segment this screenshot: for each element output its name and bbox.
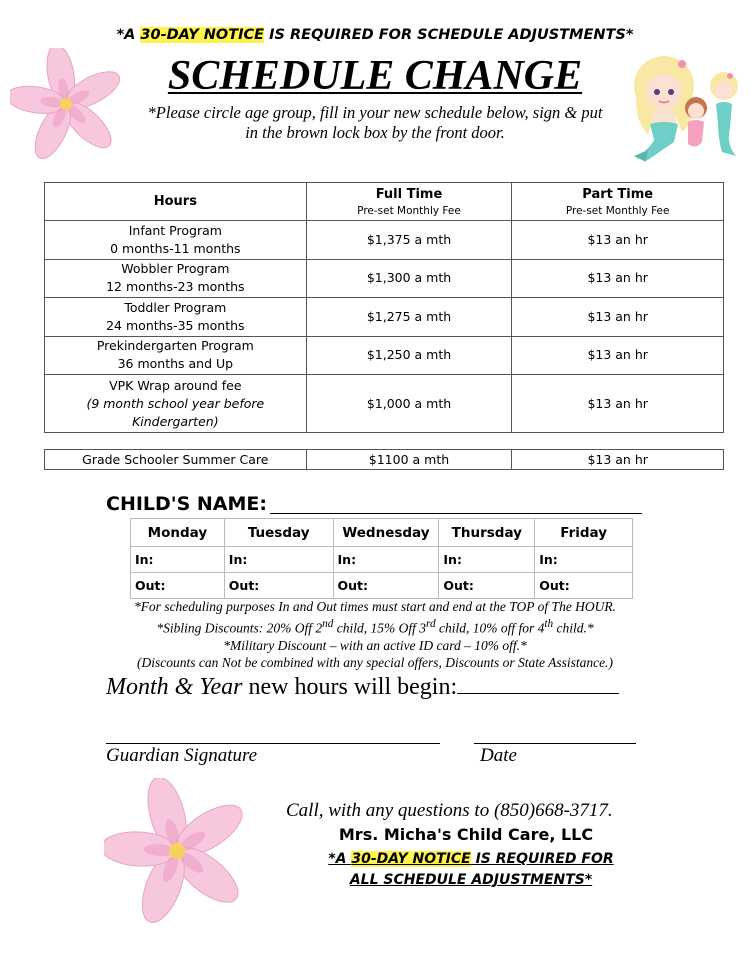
full-time-fee: $1,000 a mth: [306, 375, 512, 433]
header-part-time: Part Time Pre-set Monthly Fee: [512, 183, 724, 221]
day-monday: Monday: [131, 519, 225, 547]
full-time-fee: $1,375 a mth: [306, 221, 512, 260]
table-row: [45, 221, 724, 260]
full-time-fee: $1,300 a mth: [306, 259, 512, 298]
program-cell[interactable]: Infant Program 0 months-11 months: [45, 221, 307, 260]
part-time-fee: $13 an hr: [512, 450, 724, 470]
part-time-fee: $13 an hr: [512, 298, 724, 337]
header-full-time: Full Time Pre-set Monthly Fee: [306, 183, 512, 221]
notice-highlight: 30-DAY NOTICE: [140, 27, 265, 43]
in-times-row: [131, 547, 633, 573]
signature-label: Guardian Signature: [106, 745, 258, 766]
day-friday: Friday: [535, 519, 633, 547]
thursday-out-field[interactable]: Out:: [439, 573, 535, 599]
part-time-fee: $13 an hr: [512, 259, 724, 298]
child-name-field[interactable]: [270, 513, 642, 514]
part-time-fee: $13 an hr: [512, 375, 724, 433]
guardian-signature-field[interactable]: [106, 743, 440, 744]
full-time-fee: $1,275 a mth: [306, 298, 512, 337]
wednesday-in-field[interactable]: In:: [333, 547, 439, 573]
top-notice: *A 30-DAY NOTICE IS REQUIRED FOR SCHEDULE ADJUSTMENTS*: [116, 27, 634, 43]
flower-bottom-left-icon: [104, 778, 250, 928]
discount-notes: *For scheduling purposes In and Out times must start and end at the TOP of The HOUR. *Sibling Discounts: 20% Off 2nd child, 15% Off 3rd child, 10% off for 4th child.* *Military Discount – with an active ID card – 10% off.* (Discounts can Not be combined with any special offers, Discounts or State Assistance.): [133, 599, 617, 670]
program-cell[interactable]: Wobbler Program 12 months-23 months: [45, 259, 307, 298]
tuesday-out-field[interactable]: Out:: [224, 573, 333, 599]
friday-out-field[interactable]: Out:: [535, 573, 633, 599]
friday-in-field[interactable]: In:: [535, 547, 633, 573]
start-month-field[interactable]: [457, 674, 619, 694]
day-wednesday: Wednesday: [333, 519, 439, 547]
instructions: *Please circle age group, fill in your new schedule below, sign & put in the brown lock box by the front door.: [147, 103, 603, 142]
date-field[interactable]: [474, 743, 636, 744]
weekly-schedule-table: [130, 518, 633, 599]
grade-schooler-table: [44, 449, 724, 470]
program-cell[interactable]: Grade Schooler Summer Care: [45, 450, 307, 470]
weekday-header-row: [131, 519, 633, 547]
out-times-row: [131, 573, 633, 599]
monday-in-field[interactable]: In:: [131, 547, 225, 573]
notice-highlight: 30-DAY NOTICE: [351, 851, 471, 867]
tuesday-in-field[interactable]: In:: [224, 547, 333, 573]
date-label: Date: [480, 745, 517, 766]
monday-out-field[interactable]: Out:: [131, 573, 225, 599]
page-title: SCHEDULE CHANGE: [167, 53, 583, 99]
fee-table: [44, 182, 724, 433]
table-row: [45, 298, 724, 337]
table-row: [45, 336, 724, 375]
start-month-prompt: Month & Year new hours will begin:: [106, 674, 619, 701]
program-cell[interactable]: Toddler Program 24 months-35 months: [45, 298, 307, 337]
day-thursday: Thursday: [439, 519, 535, 547]
table-row: [45, 450, 724, 470]
program-cell[interactable]: Prekindergarten Program 36 months and Up: [45, 336, 307, 375]
table-row: [45, 375, 724, 433]
day-tuesday: Tuesday: [224, 519, 333, 547]
company-name: Mrs. Micha's Child Care, LLC: [338, 825, 594, 844]
part-time-fee: $13 an hr: [512, 221, 724, 260]
full-time-fee: $1,250 a mth: [306, 336, 512, 375]
header-hours: Hours: [45, 183, 307, 221]
wednesday-out-field[interactable]: Out:: [333, 573, 439, 599]
part-time-fee: $13 an hr: [512, 336, 724, 375]
bottom-notice: *A 30-DAY NOTICE IS REQUIRED FOR ALL SCHEDULE ADJUSTMENTS*: [328, 851, 614, 888]
program-cell[interactable]: VPK Wrap around fee (9 month school year before Kindergarten): [45, 375, 307, 433]
contact-phone-text: Call, with any questions to (850)668-3717.: [286, 800, 613, 821]
child-name-label: CHILD'S NAME:: [106, 493, 267, 515]
full-time-fee: $1100 a mth: [306, 450, 512, 470]
table-row: [45, 259, 724, 298]
fee-table-header: [45, 183, 724, 221]
thursday-in-field[interactable]: In:: [439, 547, 535, 573]
